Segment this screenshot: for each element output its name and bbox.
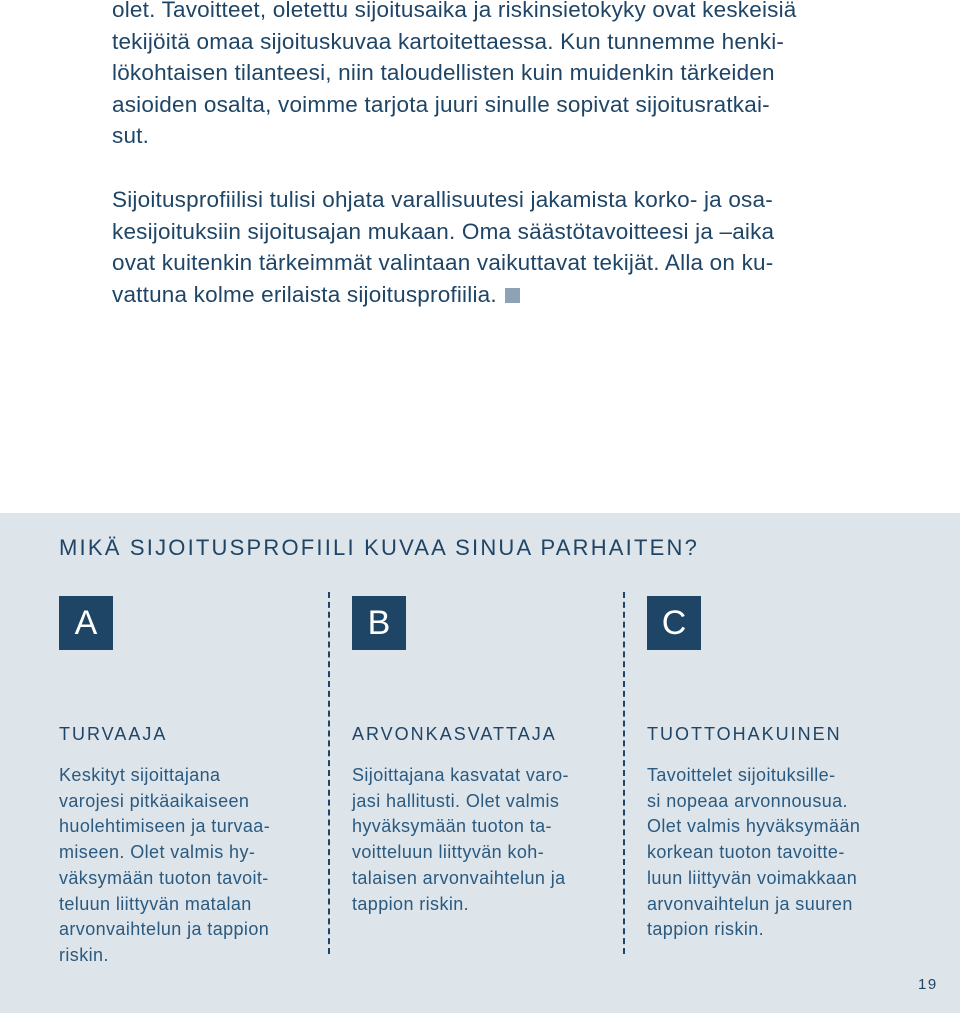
- description-line: riskin.: [59, 944, 109, 965]
- profile-description: [352, 763, 612, 917]
- description-line: hyväksymään tuoton ta-: [352, 816, 552, 837]
- column-divider: [623, 592, 625, 954]
- profile-paragraph: [112, 184, 852, 310]
- column-divider: [328, 592, 330, 954]
- description-line: väksymään tuoton tavoit-: [59, 867, 269, 888]
- profile-title: TUOTTOHAKUINEN: [647, 724, 842, 744]
- page-number: 19: [918, 976, 938, 993]
- profile-description: [59, 763, 319, 969]
- profile-column-b: [352, 596, 612, 917]
- profile-title: TURVAAJA: [59, 724, 168, 744]
- description-line: arvonvaihtelun ja tappion: [59, 919, 270, 940]
- description-line: Sijoittajana kasvatat varo-: [352, 765, 569, 785]
- description-line: arvonvaihtelun ja suuren: [647, 893, 853, 914]
- description-line: teluun liittyvän matalan: [59, 893, 252, 914]
- description-line: Keskityt sijoittajana: [59, 765, 221, 785]
- description-line: miseen. Olet valmis hy-: [59, 842, 256, 863]
- description-line: luun liittyvän voimakkaan: [647, 867, 858, 888]
- body-line: vattuna kolme erilaista sijoitusprofiilia.: [112, 281, 497, 307]
- description-line: tappion riskin.: [647, 919, 765, 940]
- description-line: voitteluun liittyvän koh-: [352, 842, 545, 863]
- profile-letter-badge: B: [352, 596, 406, 650]
- description-line: huolehtimiseen ja turvaa-: [59, 816, 271, 837]
- panel-title: MIKÄ SIJOITUSPROFIILI KUVAA SINUA PARHAITEN?: [59, 535, 700, 560]
- body-line: kesijoituksiin sijoitusajan mukaan. Oma säästötavoitteesi ja –aika: [112, 218, 775, 244]
- body-line: Sijoitusprofiilisi tulisi ohjata varallisuutesi jakamista korko- ja osa-: [112, 187, 773, 212]
- profile-letter-badge: A: [59, 596, 113, 650]
- description-line: jasi hallitusti. Olet valmis: [352, 790, 560, 811]
- profile-letter-badge: C: [647, 596, 701, 650]
- body-line: tekijöitä omaa sijoituskuvaa kartoitettaessa. Kun tunnemme henki-: [112, 28, 785, 54]
- body-line: olet. Tavoitteet, oletettu sijoitusaika ja riskinsietokyky ovat keskeisiä: [112, 0, 797, 22]
- description-line: korkean tuoton tavoitte-: [647, 842, 845, 863]
- description-line: si nopeaa arvonnousua.: [647, 790, 848, 811]
- profile-description: [647, 763, 907, 943]
- profile-column-a: [59, 596, 319, 969]
- body-line: sut.: [112, 123, 150, 148]
- description-line: Olet valmis hyväksymään: [647, 816, 861, 837]
- description-line: varojesi pitkäaikaiseen: [59, 790, 250, 811]
- profile-column-c: [647, 596, 907, 943]
- description-line: Tavoittelet sijoituksille-: [647, 765, 836, 785]
- description-line: tappion riskin.: [352, 893, 470, 914]
- profile-title: ARVONKASVATTAJA: [352, 724, 557, 744]
- body-line: asioiden osalta, voimme tarjota juuri sinulle sopivat sijoitusratkai-: [112, 91, 770, 117]
- end-of-article-square-icon: [505, 288, 520, 303]
- intro-paragraph: [112, 0, 852, 152]
- body-line: ovat kuitenkin tärkeimmät valintaan vaikuttavat tekijät. Alla on ku-: [112, 250, 774, 275]
- body-line: lökohtaisen tilanteesi, niin taloudellisten kuin muidenkin tärkeiden: [112, 60, 775, 85]
- description-line: talaisen arvonvaihtelun ja: [352, 867, 566, 888]
